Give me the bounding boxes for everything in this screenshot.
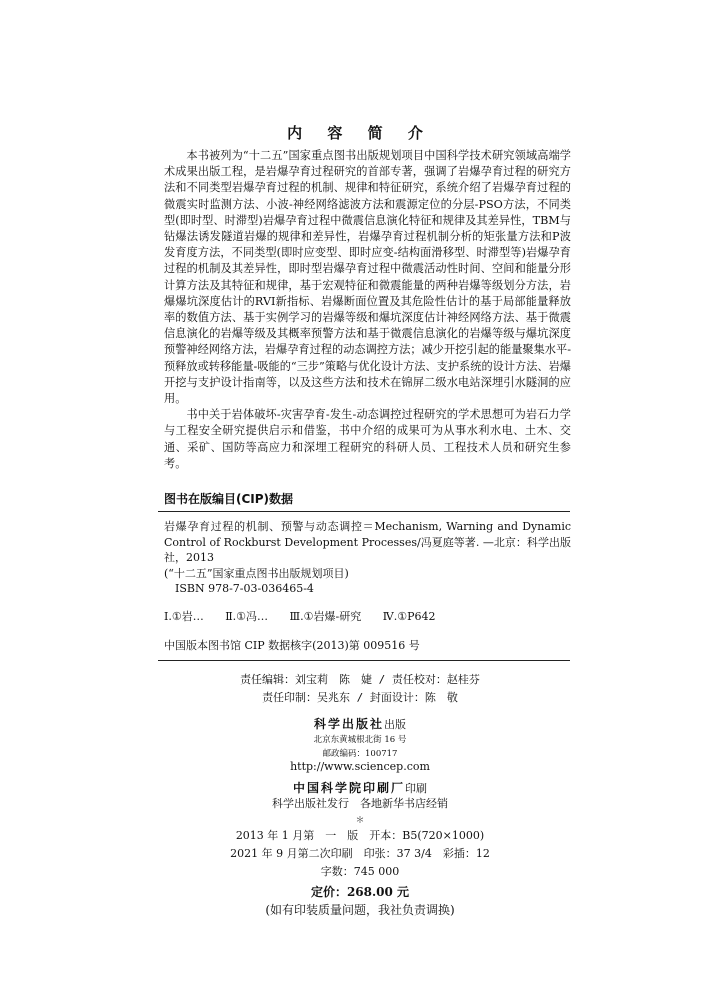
classification-item: Ⅱ.①冯…	[225, 610, 269, 623]
abstract-paragraph: 本书被列为“十二五”国家重点图书出版规划项目中国科学技术研究领域高端学术成果出版工程，是岩爆孕育过程研究的首部专著，强调了岩爆孕育过程的研究方法和不同类型岩爆孕育过程的机制、规律和特征研究，系统介绍了岩爆孕育过程的微震实时监测方法、小波-神经网络滤波方法和震源定位的分层-PSO方法，不同类型(即时型、时滞型)岩爆孕育过程中微震信息演化特征和规律及其差异性，TBM与钻爆法诱发隧道岩爆的规律和差异性，岩爆孕育过程机制分析的矩张量方法和P波发育度方法，不同类型(即时应变型、即时应变-结构面滑移型、时滞型等)岩爆孕育过程的机制及其差异性，即时型岩爆孕育过程中微震活动性时间、空间和能量分形计算方法及其特征和规律，基于宏观特征和微震能量的两种岩爆等级划分方法，岩爆爆坑深度估计的RVI新指标、岩爆断面位置及其危险性估计的基于局部能量释放率的数值方法、基于实例学习的岩爆等级和爆坑深度估计神经网络方法、基于微震信息演化的岩爆等级及其概率预警方法和基于微震信息演化的岩爆等级与爆坑深度预警神经网络方法，岩爆孕育过程的动态调控方法；减少开挖引起的能量聚集水平-预释放或转移能量-吸能的“三步”策略与优化设计方法、支护系统的设计方法、岩爆开挖与支护设计指南等，以及这些方法和技术在锦屏二级水电站深埋引水隧洞的应用。	[164, 149, 571, 406]
publisher-website: http://www.sciencep.com	[290, 760, 430, 773]
quality-note: (如有印装质量问题，我社负责调换)	[265, 903, 455, 917]
edition-line: 2013 年 1 月第 一 版 开本：B5(720×1000)	[235, 829, 485, 842]
price-line	[0, 881, 720, 900]
word-count: 字数：745 000	[320, 865, 400, 878]
publisher-address: 北京东黄城根北街 16 号	[313, 735, 407, 745]
editor-credits: 责任编辑：刘宝莉 陈 婕 / 责任校对：赵桂芬	[240, 673, 480, 686]
printer-suffix: 印刷	[405, 782, 427, 795]
classification-row	[164, 608, 453, 624]
printer-line	[0, 777, 720, 796]
divider	[158, 660, 570, 661]
abstract-paragraph: 书中关于岩体破坏-灾害孕育-发生-动态调控过程研究的学术思想可为岩石力学与工程安全研究提供启示和借鉴，书中介绍的成果可为从事水利水电、土木、交通、采矿、国防等高应力和深埋工程研究的科研人员、工程技术人员和研究生参考。	[164, 408, 571, 470]
printing-line: 2021 年 9 月第二次印刷 印张：37 3/4 彩插：12	[230, 847, 490, 860]
separator-star: ＊	[355, 816, 365, 826]
publisher-suffix: 出版	[384, 718, 406, 731]
publisher-postcode: 邮政编码：100717	[322, 749, 398, 759]
distribution-line: 科学出版社发行 各地新华书店经销	[272, 797, 448, 810]
printer-name: 中国科学院印刷厂	[292, 781, 405, 795]
price-value: 268.00 元	[346, 885, 410, 899]
classification-item: Ⅰ.①岩…	[164, 610, 204, 623]
cip-isbn: ISBN 978-7-03-036465-4	[175, 582, 314, 596]
cip-catalog-entry: 岩爆孕育过程的机制、预警与动态调控＝Mechanism, Warning and Dynamic Control of Rockburst Development Processes/冯夏庭等著. —北京：科学出版社，2013	[164, 520, 571, 565]
publisher-name: 科学出版社	[313, 717, 384, 731]
cip-block	[164, 519, 571, 597]
printing-credits: 责任印制：吴兆东 / 封面设计：陈 敬	[262, 691, 458, 704]
publisher-line	[0, 713, 720, 732]
book-abstract	[164, 148, 571, 472]
divider	[158, 511, 570, 512]
price-label: 定价：	[310, 885, 347, 899]
cip-series-note: (“十二五”国家重点图书出版规划项目)	[164, 566, 349, 580]
page-title: 内 容 简 介	[287, 124, 433, 142]
cip-heading: 图书在版编目(CIP)数据	[164, 492, 294, 506]
classification-item: Ⅲ.①岩爆-研究	[289, 610, 362, 623]
classification-item: Ⅳ.①P642	[382, 610, 436, 623]
cip-number: 中国版本图书馆 CIP 数据核字(2013)第 009516 号	[164, 639, 420, 652]
